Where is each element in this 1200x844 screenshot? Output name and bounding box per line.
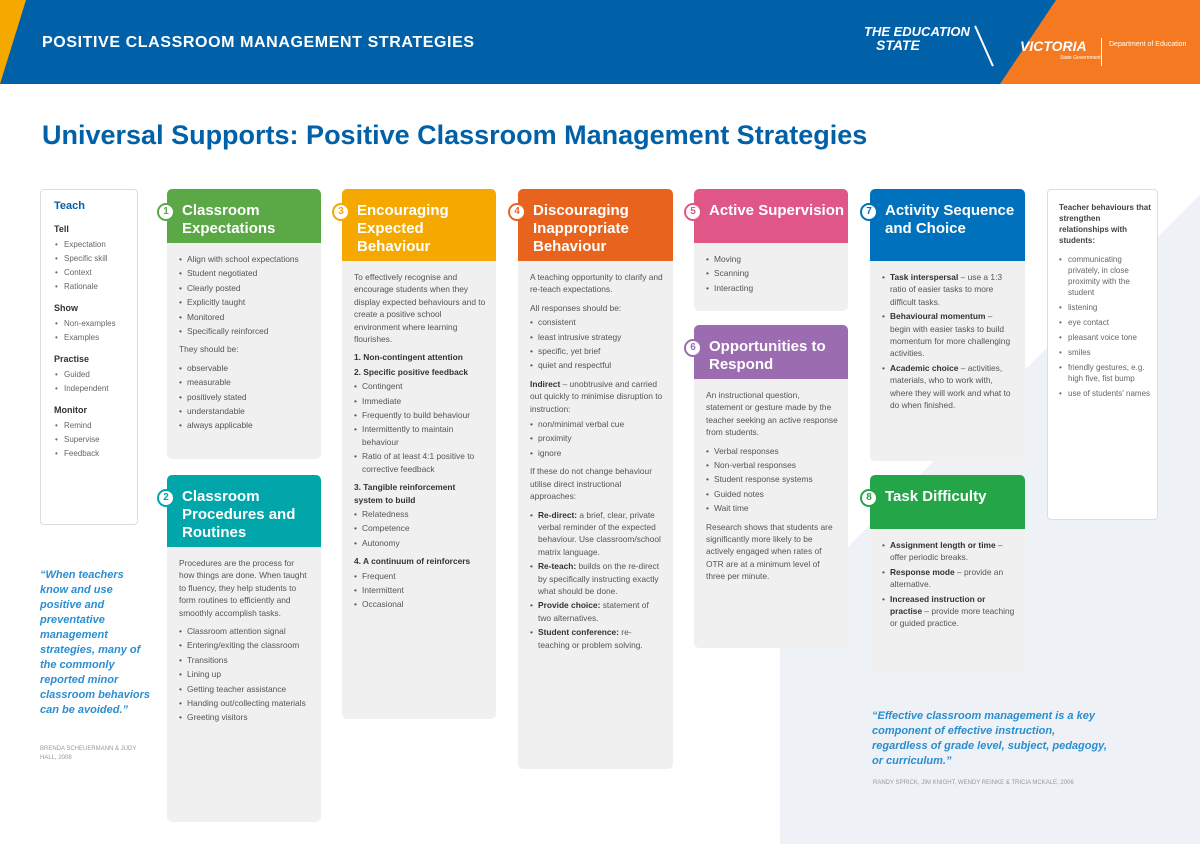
card-active-supervision [690, 189, 848, 311]
card-title: Classroom Procedures and Routines [182, 488, 296, 541]
header-yellow-accent [0, 0, 26, 84]
card-body [342, 261, 496, 621]
list-item: • least intrusive strategy [530, 331, 663, 343]
list-item: • Non-examples [54, 317, 137, 331]
item-label: Provide choice: [538, 600, 601, 611]
item-text: – activities, materials, who to work with, where they will work and what to do when finished. [890, 362, 1011, 411]
victoria-logo-sub: State Government [1060, 55, 1101, 61]
item-label: Student conference: [538, 627, 619, 638]
list-item: • Contingent [354, 380, 486, 392]
card-header [338, 189, 496, 261]
card-outro: Research shows that students are significantly more likely to be actively engaged when rates of OTR are at a minimum level of three per minute. [706, 521, 833, 582]
victoria-logo: VICTORIA [1020, 38, 1087, 54]
card-header [163, 189, 321, 243]
list-item: • Relatedness [354, 508, 486, 520]
card-title: Encouraging Expected Behaviour [357, 202, 449, 255]
subheading: 3. Tangible reinforcement system to build [354, 482, 456, 505]
list-item: • Interacting [706, 282, 838, 294]
card-intro: An instructional question, statement or gesture made by the teacher seeking an active response from students. [706, 390, 838, 438]
number-badge: 4 [508, 203, 526, 221]
list-item: • Intermittently to maintain behaviour [354, 423, 486, 448]
list-item: • Examples [54, 331, 137, 345]
list-item: • understandable [179, 405, 311, 417]
header-title: POSITIVE CLASSROOM MANAGEMENT STRATEGIES [42, 34, 475, 51]
quote-right: “Effective classroom management is a key component of effective instruction, regardless of grade level, subject, pedagogy, or curriculum.” [872, 710, 1107, 767]
list-item: • Lining up [179, 668, 311, 680]
section-title: Practise [54, 354, 90, 364]
card-body [167, 243, 321, 442]
indirect-text [530, 378, 663, 415]
card-header [866, 475, 1025, 529]
section-title: Tell [54, 224, 69, 234]
card-body [694, 379, 848, 597]
list-item: • Getting teacher assistance [179, 683, 311, 695]
list-item [882, 362, 1015, 412]
list-item: • Handing out/collecting materials [179, 697, 311, 709]
number-badge: 8 [860, 489, 878, 507]
card-classroom-procedures [163, 475, 321, 822]
list-item: • ignore [530, 447, 663, 459]
item-text: a brief, clear, private verbal reminder of the expected behaviour. Use classroom/school matrix language. [538, 509, 661, 557]
list-item: • Non-verbal responses [706, 459, 838, 471]
item-text: statement of two alternatives. [538, 600, 649, 623]
department-logo: Department of Education [1109, 41, 1187, 48]
list-item: • communicating privately, in close proximity with the student [1059, 254, 1151, 298]
card-body [167, 547, 321, 734]
card-body [518, 261, 673, 661]
section-title: Show [54, 303, 78, 313]
list-item: • quiet and respectful [530, 359, 663, 371]
card-title: Classroom Expectations [182, 202, 276, 237]
list-item: • Specific skill [54, 252, 137, 266]
list-item: • specific, yet brief [530, 345, 663, 357]
indirect-desc: – unobtrusive and carried out quickly to minimise disruption to instruction: [530, 378, 663, 414]
relationships-intro: Teacher behaviours that strengthen relationships with students: [1059, 203, 1151, 245]
list-item [530, 560, 663, 597]
subheading: 1. Non-contingent attention [354, 352, 463, 363]
card-opportunities-respond [690, 325, 848, 648]
card-header [514, 189, 673, 261]
list-item: • measurable [179, 376, 311, 388]
teach-section-monitor [54, 405, 137, 461]
item-text: – provide more teaching or guided practice. [890, 606, 1015, 629]
card-title: Active Supervision [709, 202, 845, 219]
item-text: – use a 1:3 ratio of easier tasks to more difficult tasks. [890, 272, 1003, 307]
list-item: • positively stated [179, 391, 311, 403]
card-title: Discouraging Inappropriate Behaviour [533, 202, 629, 255]
item-label: Re-direct: [538, 509, 578, 520]
teach-heading: Teach [54, 200, 85, 212]
list-item: • Competence [354, 522, 486, 534]
number-badge: 6 [684, 339, 702, 357]
list-item: • pleasant voice tone [1059, 332, 1151, 343]
list-item [882, 593, 1015, 630]
list-item: • consistent [530, 316, 663, 328]
item-text: – begin with easier tasks to build momentum for more challenging activities. [890, 311, 1011, 359]
list-item: • Rationale [54, 280, 137, 294]
list-item: • Guided notes [706, 488, 838, 500]
list-item: • Autonomy [354, 537, 486, 549]
card-header [690, 189, 848, 243]
list-item: • Wait time [706, 502, 838, 514]
list-item: • Expectation [54, 238, 137, 252]
list-item [530, 626, 663, 651]
item-label: Assignment length or time [890, 540, 996, 550]
list-item: • Frequent [354, 570, 486, 582]
logo-divider [1101, 38, 1102, 66]
list-item: • use of students' names [1059, 388, 1151, 399]
quote-right-source: RANDY SPRICK, JIM KNIGHT, WENDY REINKE & TRICIA MCKALE, 2006 [873, 780, 1074, 786]
number-badge: 3 [332, 203, 350, 221]
card-intro: To effectively recognise and encourage students when they display expected behaviours and to create a positive school environment where learning flourishes. [354, 272, 486, 345]
number-badge: 2 [157, 489, 175, 507]
list-item: • Specifically reinforced [179, 325, 311, 337]
subheading: 4. A continuum of reinforcers [354, 556, 471, 567]
list-item: • Frequently to build behaviour [354, 409, 486, 421]
list-item: • Feedback [54, 447, 137, 461]
card-header [866, 189, 1025, 261]
list-item: • observable [179, 362, 311, 374]
teach-section-practise [54, 354, 137, 396]
list-item: • Context [54, 266, 137, 280]
item-label: Response mode [890, 566, 955, 577]
quote-left: “When teachers know and use positive and preventative management strategies, many of the commonly reported minor classroom behaviors can be avoided.” [40, 569, 151, 716]
item-label: Increased instruction or practise [890, 593, 986, 617]
card-classroom-expectations [163, 189, 321, 459]
should-label: They should be: [179, 344, 239, 355]
item-text: builds on the re-direct by specifically instructing exactly what should be done. [538, 561, 660, 596]
list-item: • Clearly posted [179, 282, 311, 294]
list-item: • Verbal responses [706, 445, 838, 457]
list-item: • Independent [54, 382, 137, 396]
item-label: Re-teach: [538, 561, 577, 572]
list-item: • Occasional [354, 598, 486, 610]
list-item: • friendly gestures, e.g. high five, fist bump [1059, 362, 1151, 384]
education-state-logo-line2: STATE [876, 37, 920, 53]
list-item [882, 539, 1015, 564]
list-item: • Transitions [179, 654, 311, 666]
card-intro: A teaching opportunity to clarify and re-teach expectations. [530, 272, 663, 295]
item-text: – provide an alternative. [890, 566, 1004, 590]
header-banner [0, 0, 1200, 84]
list-item: • eye contact [1059, 317, 1151, 328]
card-title: Activity Sequence and Choice [885, 202, 1015, 237]
list-item [882, 310, 1015, 360]
all-label: All responses should be: [530, 302, 622, 313]
card-title: Task Difficulty [885, 488, 987, 505]
education-state-logo: THE EDUCATION [864, 24, 970, 39]
number-badge: 1 [157, 203, 175, 221]
direct-intro: If these do not change behaviour utilise direct instructional approaches: [530, 466, 652, 502]
card-encouraging-behaviour [338, 189, 496, 719]
list-item [882, 271, 1015, 308]
list-item: • Monitored [179, 311, 311, 323]
item-label: Behavioural momentum [890, 311, 986, 322]
card-activity-sequence [866, 189, 1025, 461]
quote-left-source: BRENDA SCHEUERMANN & JUDY HALL, 2008 [40, 746, 137, 761]
teach-section-tell [54, 224, 137, 294]
indirect-label: Indirect [530, 378, 561, 389]
card-task-difficulty [866, 475, 1025, 674]
list-item: • Intermittent [354, 584, 486, 596]
list-item: • Scanning [706, 267, 838, 279]
list-item: • Greeting visitors [179, 711, 311, 723]
list-item: • Student response systems [706, 473, 838, 485]
list-item: • Moving [706, 253, 838, 265]
list-item: • Student negotiated [179, 267, 311, 279]
card-discouraging-behaviour [514, 189, 673, 769]
list-item [530, 599, 663, 624]
card-title: Opportunities to Respond [709, 338, 826, 373]
list-item: • Remind [54, 419, 137, 433]
list-item: • Ratio of at least 4:1 positive to corrective feedback [354, 450, 486, 475]
card-body [870, 529, 1025, 640]
card-intro: Procedures are the process for how things are done. When taught to fluency, they help students to form routines to efficiently and smoothly accomplish tasks. [179, 558, 307, 618]
list-item: • Explicitly taught [179, 296, 311, 308]
card-header [690, 325, 848, 379]
list-item [530, 509, 663, 559]
page-title: Universal Supports: Positive Classroom Management Strategies [42, 120, 868, 150]
item-text: re-teaching or problem solving. [538, 627, 643, 650]
list-item: • listening [1059, 302, 1151, 313]
list-item: • Guided [54, 368, 137, 382]
list-item: • Classroom attention signal [179, 625, 311, 637]
list-item: • Supervise [54, 433, 137, 447]
teach-section-show [54, 303, 137, 345]
list-item: • Entering/exiting the classroom [179, 639, 311, 651]
relationships-box [1047, 189, 1158, 520]
logo-slash-icon [974, 25, 994, 66]
list-item: • Immediate [354, 395, 486, 407]
number-badge: 7 [860, 203, 878, 221]
list-item: • non/minimal verbal cue [530, 418, 663, 430]
item-text: – offer periodic breaks. [890, 540, 1003, 563]
number-badge: 5 [684, 203, 702, 221]
list-item [882, 566, 1015, 591]
teach-box [40, 189, 138, 525]
list-item: • always applicable [179, 419, 311, 431]
section-title: Monitor [54, 405, 87, 415]
item-label: Academic choice [890, 362, 959, 373]
card-header [163, 475, 321, 547]
list-item: • Align with school expectations [179, 253, 311, 265]
subheading: 2. Specific positive feedback [354, 366, 469, 377]
card-body [870, 261, 1025, 421]
list-item: • smiles [1059, 347, 1151, 358]
list-item: • proximity [530, 432, 663, 444]
item-label: Task interspersal [890, 272, 959, 282]
card-body [694, 243, 848, 304]
